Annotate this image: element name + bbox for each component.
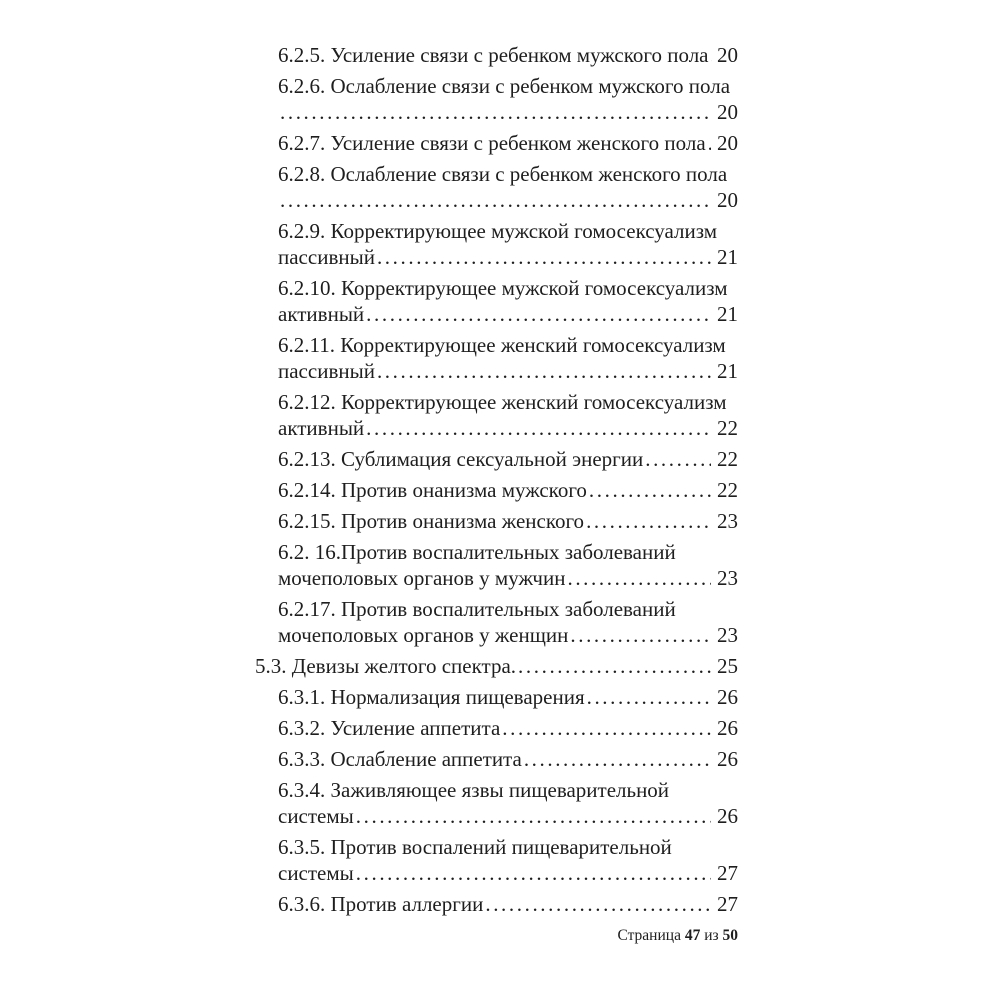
dot-leader — [280, 187, 711, 213]
toc-entry-text: 6.3.5. Против воспалений пищеварительной — [278, 835, 672, 859]
toc-entry-text: 6.2. 16.Против воспалительных заболеваний — [278, 540, 676, 564]
toc-page-number: 26 — [717, 804, 738, 828]
toc-page-number: 20 — [717, 100, 738, 124]
toc-entry-text: 6.2.5. Усиление связи с ребенком мужского пола — [278, 43, 709, 67]
toc-entry-text: 6.2.10. Корректирующее мужской гомосексуализм — [278, 276, 728, 300]
toc-entry-text: 6.2.15. Против онанизма женского — [278, 509, 585, 533]
toc-entry-text2: активный — [278, 416, 365, 440]
dot-leader — [711, 42, 712, 68]
toc-entry-text2: системы — [278, 804, 354, 828]
toc-page-number: 27 — [717, 861, 738, 885]
toc-page-number: 22 — [717, 447, 738, 471]
toc-page-number: 26 — [717, 716, 738, 740]
toc-entry — [278, 130, 738, 156]
toc-entry-text: 5.3. Девизы желтого спектра. — [255, 654, 517, 678]
toc-page-number: 23 — [717, 566, 738, 590]
toc-entry-text: 6.2.9. Корректирующее мужской гомосексуализм — [278, 219, 718, 243]
toc-page-number: 20 — [717, 43, 738, 67]
toc-entry — [278, 715, 738, 741]
toc-entry-text2: пассивный — [278, 359, 375, 383]
dot-leader — [356, 860, 711, 886]
dot-leader — [502, 715, 711, 741]
toc-page-number: 26 — [717, 685, 738, 709]
dot-leader — [356, 803, 711, 829]
toc-entry-text: 6.2.14. Против онанизма мужского — [278, 478, 587, 502]
toc-entry-text: 6.3.4. Заживляющее язвы пищеварительной — [278, 778, 670, 802]
dot-leader — [570, 622, 711, 648]
footer-page-total: 50 — [722, 927, 738, 944]
toc-entry-text: 6.2.6. Ослабление связи с ребенком мужского пола — [278, 74, 731, 98]
dot-leader — [280, 99, 711, 125]
toc-page-number: 26 — [717, 747, 738, 771]
toc-entry — [278, 446, 738, 472]
toc-entry — [278, 218, 738, 270]
dot-leader — [589, 477, 711, 503]
toc-page-number: 20 — [717, 131, 738, 155]
dot-leader — [645, 446, 711, 472]
toc-page-number: 20 — [717, 188, 738, 212]
dot-leader — [524, 746, 711, 772]
toc-entry-section — [255, 653, 738, 679]
dot-leader — [366, 301, 711, 327]
toc-entry — [278, 684, 738, 710]
dot-leader — [587, 684, 711, 710]
footer-label: Страница — [617, 927, 681, 944]
toc-entry — [278, 777, 738, 829]
toc-entry-text: 6.3.3. Ослабление аппетита — [278, 747, 522, 771]
toc-entry-text: 6.2.8. Ослабление связи с ребенком женского пола — [278, 162, 728, 186]
toc-entry — [278, 508, 738, 534]
toc-entry-text2: активный — [278, 302, 365, 326]
toc-entry — [278, 596, 738, 648]
toc-entry-text: 6.3.6. Против аллергии — [278, 892, 484, 916]
toc-entry-text: 6.2.11. Корректирующее женский гомосексуализм — [278, 333, 726, 357]
page-footer — [617, 926, 738, 946]
toc-page-number: 25 — [717, 654, 738, 678]
dot-leader — [366, 415, 711, 441]
dot-leader — [377, 358, 711, 384]
toc-entry — [278, 539, 738, 591]
dot-leader — [485, 891, 711, 917]
toc-entry-text: 6.2.7. Усиление связи с ребенком женского пола — [278, 131, 706, 155]
toc-page-number: 27 — [717, 892, 738, 916]
footer-page-current: 47 — [684, 927, 701, 944]
dot-leader — [518, 653, 711, 679]
toc-entry-text: 6.2.17. Против воспалительных заболеваний — [278, 597, 676, 621]
dot-leader — [708, 130, 711, 156]
toc-entry-text: 6.3.1. Нормализация пищеварения — [278, 685, 585, 709]
toc-entry-text2: системы — [278, 861, 354, 885]
toc-entry-text: 6.3.2. Усиление аппетита — [278, 716, 501, 740]
toc-entry-text2: пассивный — [278, 245, 375, 269]
dot-leader — [377, 244, 711, 270]
toc-entry — [278, 161, 738, 213]
toc-page-number: 22 — [717, 478, 738, 502]
table-of-contents — [255, 42, 738, 922]
toc-entry — [278, 834, 738, 886]
toc-entry — [278, 275, 738, 327]
toc-entry — [278, 73, 738, 125]
toc-entry-text2: мочеполовых органов у женщин — [278, 623, 569, 647]
toc-page-number: 21 — [717, 302, 738, 326]
toc-entry — [278, 42, 738, 68]
footer-of-label: из — [704, 927, 719, 944]
toc-page-number: 23 — [717, 623, 738, 647]
toc-page-number: 21 — [717, 359, 738, 383]
dot-leader — [567, 565, 711, 591]
toc-entry — [278, 477, 738, 503]
toc-page-number: 22 — [717, 416, 738, 440]
toc-entry — [278, 332, 738, 384]
toc-page-number: 23 — [717, 509, 738, 533]
dot-leader — [586, 508, 711, 534]
toc-page-number: 21 — [717, 245, 738, 269]
toc-entry — [278, 746, 738, 772]
toc-entry-text: 6.2.13. Сублимация сексуальной энергии — [278, 447, 644, 471]
toc-entry — [278, 389, 738, 441]
toc-entry — [278, 891, 738, 917]
toc-entry-text2: мочеполовых органов у мужчин — [278, 566, 566, 590]
toc-entry-text: 6.2.12. Корректирующее женский гомосексуализм — [278, 390, 727, 414]
